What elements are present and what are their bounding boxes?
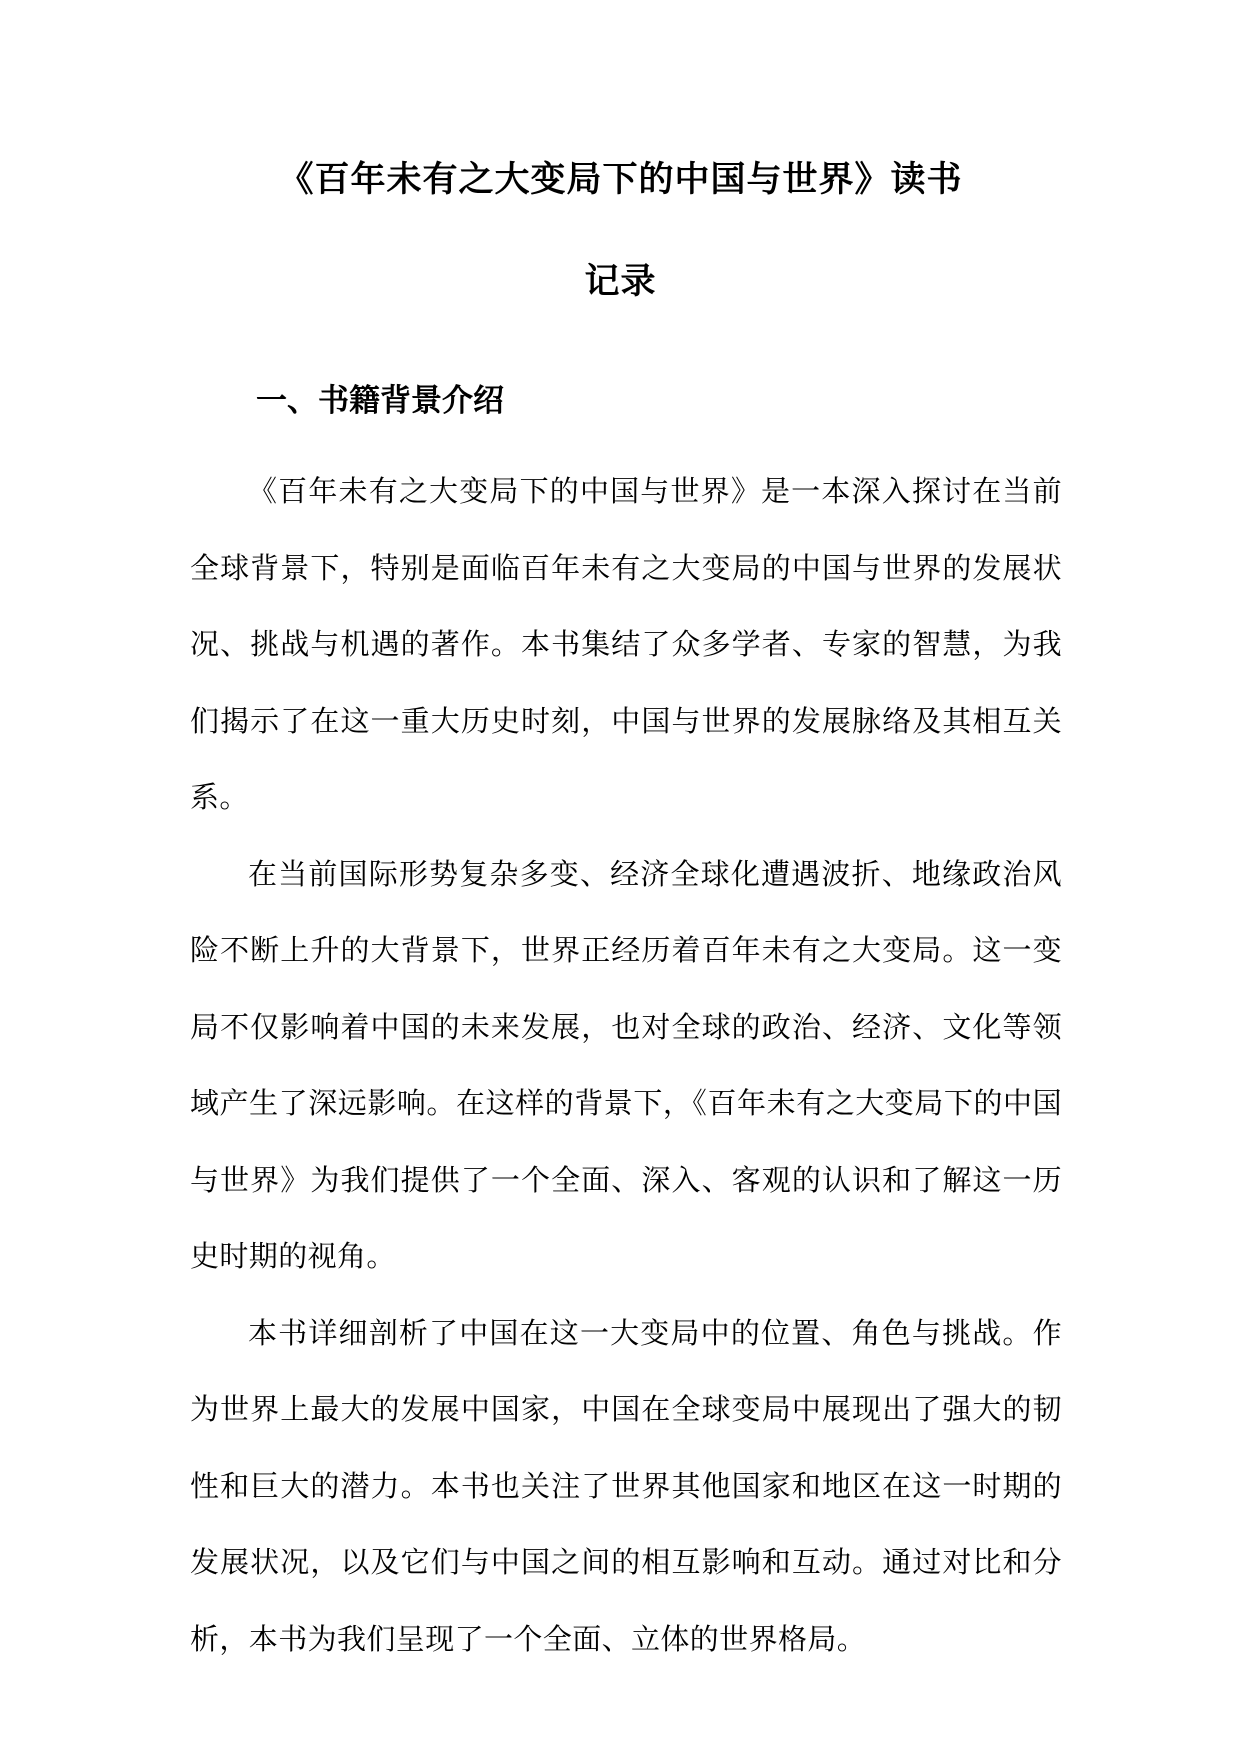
- paragraph-2: 在当前国际形势复杂多变、经济全球化遭遇波折、地缘政治风险不断上升的大背景下，世界正经历着百年未有之大变局。这一变局不仅影响着中国的未来发展，也对全球的政治、经济、文化等领域产生了深远影响。在这样的背景下，《百年未有之大变局下的中国与世界》为我们提供了一个全面、深入、客观的认识和了解这一历史时期的视角。: [190, 856, 1062, 1273]
- document-title-line-1: 《百年未有之大变局下的中国与世界》读书: [278, 160, 963, 200]
- paragraph-3: 本书详细剖析了中国在这一大变局中的位置、角色与挑战。作为世界上最大的发展中国家，中国在全球变局中展现出了强大的韧性和巨大的潜力。本书也关注了世界其他国家和地区在这一时期的发展状况，以及它们与中国之间的相互影响和互动。通过对比和分析，本书为我们呈现了一个全面、立体的世界格局。: [190, 1315, 1062, 1656]
- section-body: [190, 453, 1062, 1677]
- section-heading-background: 一、书籍背景介绍: [256, 383, 504, 419]
- paragraph-1: 《百年未有之大变局下的中国与世界》是一本深入探讨在当前全球背景下，特别是面临百年未有之大变局的中国与世界的发展状况、挑战与机遇的著作。本书集结了众多学者、专家的智慧，为我们揭示了在这一重大历史时刻，中国与世界的发展脉络及其相互关系。: [190, 474, 1062, 814]
- document-title-line-2: 记录: [584, 262, 657, 302]
